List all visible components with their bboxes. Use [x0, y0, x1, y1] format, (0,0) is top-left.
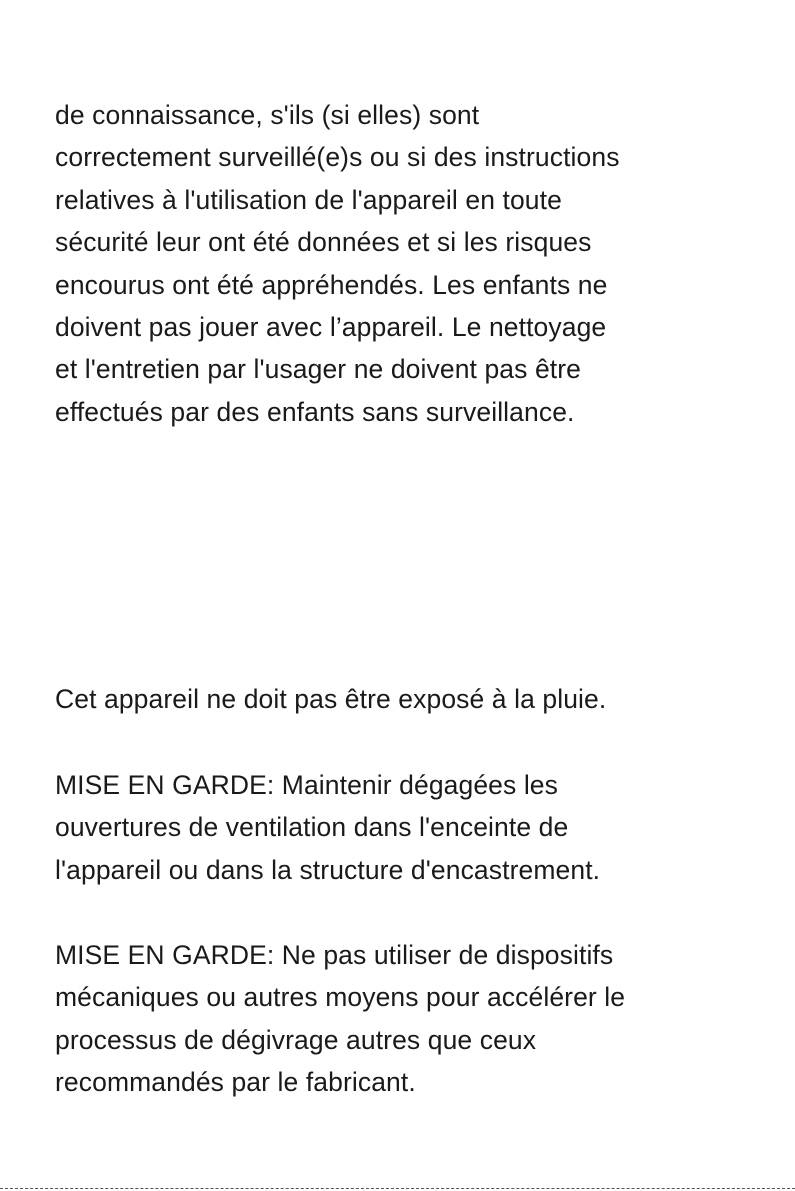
paragraph-ventilation-warning: [55, 764, 755, 891]
text-line: MISE EN GARDE: Ne pas utiliser de dispositifs: [55, 940, 614, 970]
text-line: doivent pas jouer avec l’appareil. Le nettoyage: [55, 312, 607, 343]
paragraph-supervision-notice: [55, 94, 755, 433]
text-line: ouvertures de ventilation dans l'enceinte de: [55, 812, 569, 843]
text-line: encourus ont été appréhendés. Les enfants ne: [55, 269, 608, 300]
text-line: MISE EN GARDE: Maintenir dégagées les: [55, 770, 558, 800]
text-line: processus de dégivrage autres que ceux: [55, 1024, 537, 1055]
text-line: relatives à l'utilisation de l'appareil en toute: [55, 184, 562, 215]
text-line: correctement surveillé(e)s ou si des instructions: [55, 142, 620, 173]
text-line: effectués par des enfants sans surveillance.: [55, 396, 575, 427]
text-line: et l'entretien par l'usager ne doivent pas être: [55, 354, 582, 385]
text-line: de connaissance, s'ils (si elles) sont: [55, 100, 480, 130]
text-line: sécurité leur ont été données et si les risques: [55, 227, 592, 258]
text-line: l'appareil ou dans la structure d'encastrement.: [55, 854, 601, 885]
text-line: Cet appareil ne doit pas être exposé à la pluie.: [55, 684, 607, 714]
text-line: recommandés par le fabricant.: [55, 1067, 416, 1098]
paragraph-defrost-warning: [55, 934, 755, 1104]
paragraph-rain-warning: [55, 678, 755, 720]
text-line: mécaniques ou autres moyens pour accélérer le: [55, 982, 626, 1013]
page-bottom-divider: [0, 1188, 795, 1189]
